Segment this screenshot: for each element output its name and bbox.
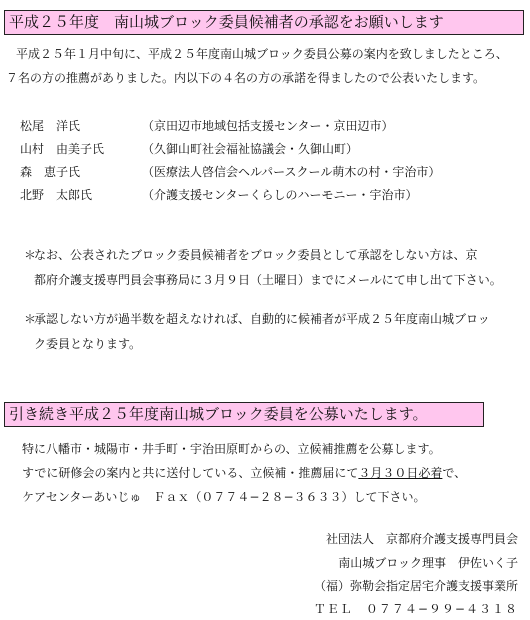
note-line: ク委員となります。 [34,337,142,351]
candidate-name: 北野 太郎氏 [20,188,93,202]
candidate-affiliation: （京田辺市地域包括支援センター・京田辺市） [142,119,394,133]
candidate-affiliation: （久御山町社会福祉協議会・久御山町） [142,142,359,156]
intro-line-2: ７名の方の推薦がありました。内以下の４名の方の承諾を得ましたので公表いたします。 [6,71,486,85]
recruit-line-1: 特に八幡市・城陽市・井手町・宇治田原町からの、立候補推薦を公募します。 [22,442,441,456]
candidate-row [20,163,440,180]
recruit-line-2-text: すでに研修会の案内と共に送付している、立候補・推薦届にて [22,466,359,480]
note-2 [24,310,490,352]
signature-org: 社団法人 京都府介護支援専門員会 [325,532,518,546]
asterisk-mark: ＊ [24,248,37,262]
section2-title: 引き続き平成２５年度南山城ブロック委員を公募いたします。 [4,402,484,427]
signature-office: （福）弥勒会指定居宅介護支援事業所 [313,579,518,593]
note-line: 都府介護支援専門員会事務局に３月９日（土曜日）までにメールにて申し出て下さい。 [34,273,502,287]
candidate-name: 山村 由美子氏 [20,142,105,156]
signature-director: 南山城ブロック理事 伊佐いく子 [338,556,518,570]
candidate-affiliation: （介護支援センターくらしのハーモニー・宇治市） [142,188,418,202]
candidate-name: 森 恵子氏 [20,165,81,179]
note-1 [24,246,502,288]
candidate-affiliation: （医療法人啓信会ヘルパースクール萌木の村・宇治市） [142,165,441,179]
recruit-line-2 [22,465,466,481]
note-line: なお、公表されたブロック委員候補者をブロック委員として承認をしない方は、京 [34,248,478,262]
recruit-line-3: ケアセンターあいじゅ Ｆａｘ（０７７４−２８−３６３３）して下さい。 [22,490,426,504]
asterisk-mark: ＊ [24,312,37,326]
candidate-name: 松尾 洋氏 [20,119,81,133]
candidate-row [20,186,418,203]
intro-line-1: 平成２５年１月中旬に、平成２５年度南山城ブロック委員公募の案内を致しましたところ、 [16,47,508,61]
recruit-line-2-tail: で、 [442,466,467,480]
note-line: 承認しない方が過半数を超えなければ、自動的に候補者が平成２５年度南山城ブロッ [34,312,490,326]
signature-tel: ＴＥＬ ０７７４−９９−４３１８ [313,602,518,616]
candidate-row [20,140,358,157]
candidate-row [20,117,394,134]
section1-title: 平成２５年度 南山城ブロック委員候補者の承認をお願いします [4,10,524,35]
deadline-text: ３月３０日必着 [358,466,443,480]
